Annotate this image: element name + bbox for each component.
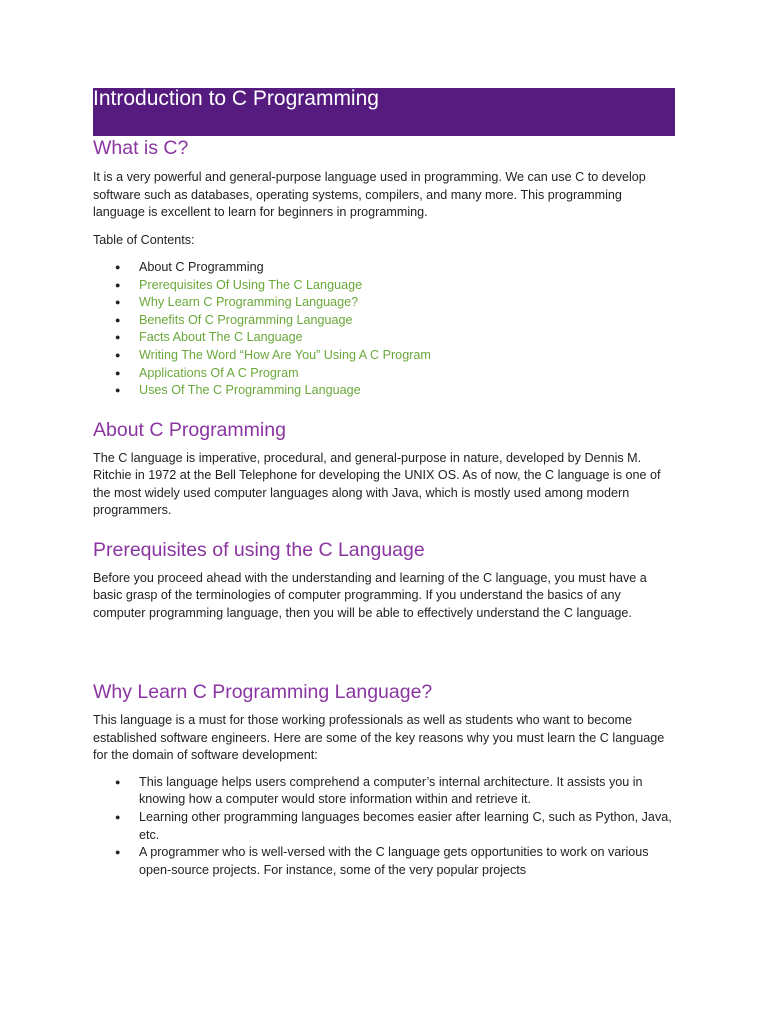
toc-item-uses[interactable]	[93, 382, 675, 400]
list-item	[93, 774, 675, 809]
paragraph-prerequisites: Before you proceed ahead with the understanding and learning of the C language, you must have a basic grasp of the terminologies of computer programming. If you understand the basics of any computer programming language, then you will be able to effectively understand the C language.	[93, 570, 647, 620]
table-of-contents	[93, 259, 675, 400]
document-page	[93, 88, 675, 879]
heading-what-is-c: What is C?	[93, 137, 189, 159]
paragraph-why-learn: This language is a must for those working professionals as well as students who want to become established software engineers. Here are some of the key reasons why you must learn the C language for the domain of software development:	[93, 713, 665, 763]
paragraph-what-is-c: It is a very powerful and general-purpose language used in programming. We can use C to develop software such as databases, operating systems, compilers, and many more. This programming language is excellent to learn for beginners in programming.	[93, 170, 646, 219]
toc-label: Table of Contents:	[93, 232, 195, 247]
heading-prerequisites: Prerequisites of using the C Language	[93, 538, 425, 561]
toc-link-applications[interactable]: Applications Of A C Program	[139, 365, 299, 380]
list-item-text: Learning other programming languages becomes easier after learning C, such as Python, Java, etc.	[139, 809, 672, 842]
toc-link-benefits[interactable]: Benefits Of C Programming Language	[139, 312, 353, 327]
heading-why-learn: Why Learn C Programming Language?	[93, 681, 433, 704]
toc-item-why-learn[interactable]	[93, 294, 675, 312]
document-title-bar	[93, 88, 675, 136]
toc-link-facts[interactable]: Facts About The C Language	[139, 330, 303, 345]
toc-link-prerequisites[interactable]: Prerequisites Of Using The C Language	[139, 277, 363, 292]
document-title: Introduction to C Programming	[93, 87, 379, 110]
paragraph-about: The C language is imperative, procedural, and general-purpose in nature, developed by Dennis M. Ritchie in 1972 at the Bell Telephone for developing the UNIX OS. As of now, the C language is one of the most widely used computer languages along with Java, which is mostly used among modern programmers.	[93, 450, 661, 518]
list-item-text: A programmer who is well-versed with the C language gets opportunities to work on various open-source projects. For instance, some of the very popular projects	[139, 845, 649, 877]
toc-item-label: About C Programming	[139, 260, 264, 274]
toc-link-why-learn[interactable]: Why Learn C Programming Language?	[139, 295, 359, 310]
why-learn-list	[93, 774, 675, 880]
list-item-text: This language helps users comprehend a computer’s internal architecture. It assists you in knowing how a computer would store information within and retrieve it.	[139, 774, 643, 807]
heading-about: About C Programming	[93, 418, 286, 441]
toc-link-how-are-you[interactable]: Writing The Word “How Are You” Using A C Program	[139, 347, 431, 362]
toc-item-how-are-you[interactable]	[93, 347, 675, 365]
toc-item-facts[interactable]	[93, 329, 675, 347]
toc-link-uses[interactable]: Uses Of The C Programming Language	[139, 383, 361, 398]
list-item	[93, 844, 675, 879]
toc-item-applications[interactable]	[93, 365, 675, 383]
list-item	[93, 809, 675, 844]
toc-item-prerequisites[interactable]	[93, 277, 675, 295]
toc-item-benefits[interactable]	[93, 312, 675, 330]
toc-item-about	[93, 259, 675, 277]
